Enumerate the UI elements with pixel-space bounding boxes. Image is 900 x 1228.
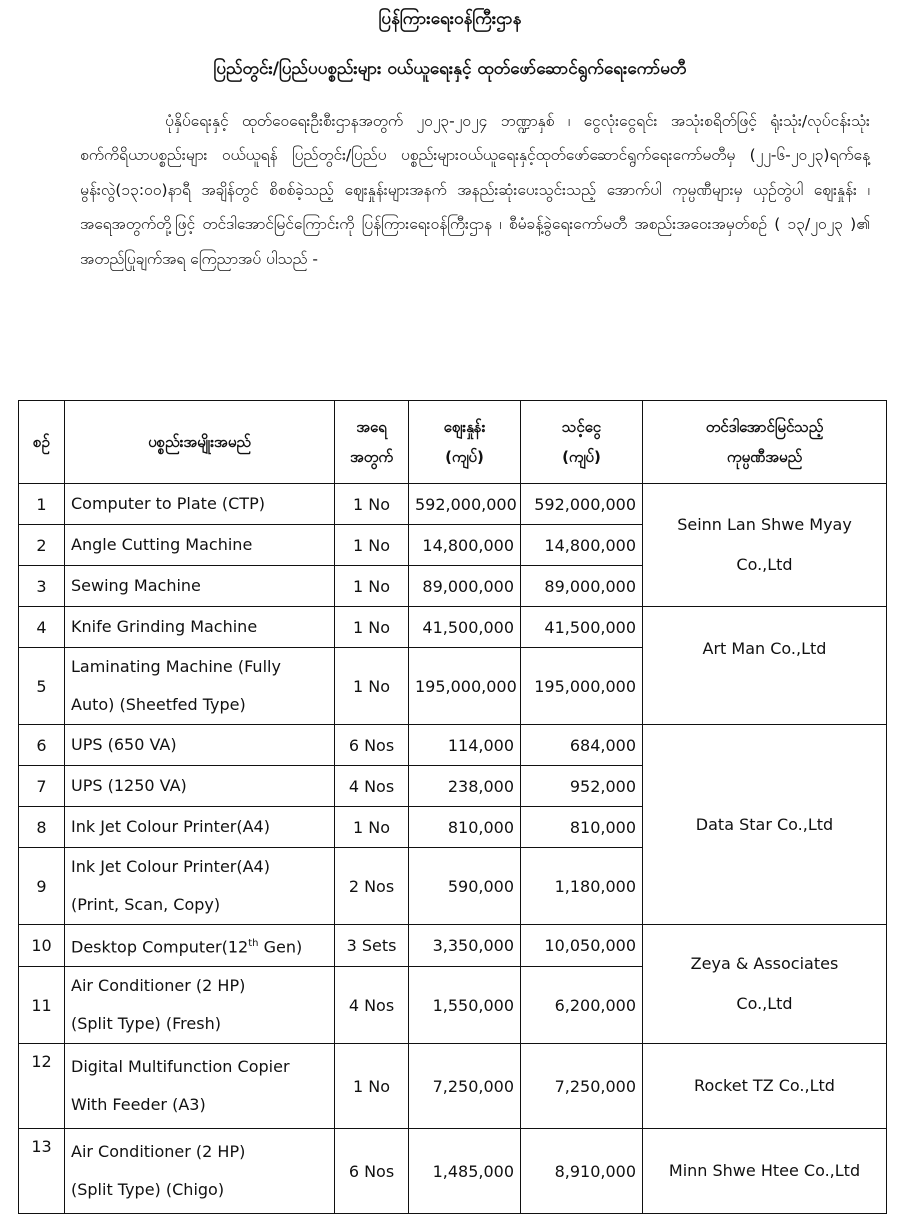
total-amount: 6,200,000 [521, 967, 643, 1044]
total-amount: 41,500,000 [521, 607, 643, 648]
total-amount: 8,910,000 [521, 1129, 643, 1214]
item-name-line1: Air Conditioner (2 HP) [71, 1142, 246, 1162]
item-name: Sewing Machine [65, 566, 335, 607]
col-header-supplier-line2: ကုမ္ပဏီအမည် [726, 448, 803, 466]
row-number: 6 [19, 725, 65, 766]
item-quantity: 6 Nos [335, 1129, 409, 1214]
item-quantity: 1 No [335, 807, 409, 848]
table-header-row [19, 401, 887, 484]
unit-price: 1,550,000 [409, 967, 521, 1044]
item-quantity: 1 No [335, 607, 409, 648]
col-header-total-line2: (ကျပ်) [562, 448, 601, 466]
item-name-line2: With Feeder (A3) [71, 1095, 206, 1115]
item-name-line1: Air Conditioner (2 HP) [71, 976, 246, 996]
item-name-post: Gen) [258, 937, 303, 957]
unit-price: 810,000 [409, 807, 521, 848]
table-row [19, 607, 887, 648]
unit-price: 195,000,000 [409, 648, 521, 725]
item-name: UPS (1250 VA) [65, 766, 335, 807]
item-name [65, 1044, 335, 1129]
supplier-data-star: Data Star Co.,Ltd [643, 725, 887, 925]
col-header-no: စဉ် [19, 401, 65, 484]
item-name-line1: Laminating Machine (Fully [71, 657, 281, 676]
item-name: UPS (650 VA) [65, 725, 335, 766]
total-amount: 7,250,000 [521, 1044, 643, 1129]
col-header-total-line1: သင့်ငွေ [561, 418, 602, 436]
row-number: 3 [19, 566, 65, 607]
table-row [19, 925, 887, 967]
total-amount: 1,180,000 [521, 848, 643, 925]
col-header-supplier [643, 401, 887, 484]
item-quantity: 2 Nos [335, 848, 409, 925]
item-name: Knife Grinding Machine [65, 607, 335, 648]
total-amount: 810,000 [521, 807, 643, 848]
total-amount: 195,000,000 [521, 648, 643, 725]
total-amount: 89,000,000 [521, 566, 643, 607]
item-name-line1: Digital Multifunction Copier [71, 1057, 290, 1077]
row-number: 1 [19, 484, 65, 525]
supplier-name-line1: Seinn Lan Shwe Myay [677, 515, 852, 534]
committee-subject: ပြည်တွင်း/ပြည်ပပစ္စည်းများ ဝယ်ယူရေးနှင့် ထုတ်ဖော်ဆောင်ရွက်ရေးကော်မတီ [213, 59, 687, 79]
unit-price: 3,350,000 [409, 925, 521, 967]
item-quantity: 6 Nos [335, 725, 409, 766]
item-name-line2: (Split Type) (Chigo) [71, 1180, 225, 1200]
row-number: 8 [19, 807, 65, 848]
table-row [19, 725, 887, 766]
total-amount: 684,000 [521, 725, 643, 766]
table-row [19, 1129, 887, 1214]
item-name: Computer to Plate (CTP) [65, 484, 335, 525]
supplier-name-line1: Zeya & Associates [690, 954, 839, 974]
row-number: 9 [19, 848, 65, 925]
col-header-supplier-line1: တင်ဒါအောင်မြင်သည့် [705, 418, 824, 436]
unit-price: 41,500,000 [409, 607, 521, 648]
col-header-total [521, 401, 643, 484]
total-amount: 14,800,000 [521, 525, 643, 566]
item-name [65, 848, 335, 925]
col-header-qty-line1: အရေ [356, 418, 387, 436]
supplier-zeya-associates [643, 925, 887, 1044]
supplier-seinn-lan-shwe-myay [643, 484, 887, 607]
unit-price: 592,000,000 [409, 484, 521, 525]
col-header-item: ပစ္စည်းအမျိုးအမည် [65, 401, 335, 484]
tender-results-table [18, 400, 887, 1214]
item-name-sup: th [248, 938, 259, 949]
unit-price: 238,000 [409, 766, 521, 807]
item-quantity: 1 No [335, 525, 409, 566]
supplier-rocket-tz: Rocket TZ Co.,Ltd [643, 1044, 887, 1129]
col-header-price-line1: ဈေးနှုန်း [443, 418, 486, 436]
unit-price: 14,800,000 [409, 525, 521, 566]
item-name-line2: Auto) (Sheetfed Type) [71, 695, 246, 714]
item-name-line2: (Split Type) (Fresh) [71, 1014, 221, 1034]
item-quantity: 1 No [335, 484, 409, 525]
item-quantity: 1 No [335, 566, 409, 607]
unit-price: 89,000,000 [409, 566, 521, 607]
item-name [65, 648, 335, 725]
item-quantity: 1 No [335, 1044, 409, 1129]
table-row [19, 1044, 887, 1129]
item-quantity: 4 Nos [335, 766, 409, 807]
item-name [65, 1129, 335, 1214]
col-header-price [409, 401, 521, 484]
row-number: 12 [19, 1044, 65, 1129]
item-name [65, 967, 335, 1044]
ministry-title: ပြန်ကြားရေးဝန်ကြီးဌာန [378, 9, 522, 29]
unit-price: 114,000 [409, 725, 521, 766]
row-number: 13 [19, 1129, 65, 1214]
col-header-qty-line2: အတွက် [349, 448, 394, 466]
item-name-line1: Ink Jet Colour Printer(A4) [71, 857, 270, 876]
item-name [65, 925, 335, 967]
item-name: Angle Cutting Machine [65, 525, 335, 566]
total-amount: 10,050,000 [521, 925, 643, 967]
unit-price: 590,000 [409, 848, 521, 925]
row-number: 10 [19, 925, 65, 967]
item-quantity: 1 No [335, 648, 409, 725]
item-name-pre: Desktop Computer(12 [71, 937, 249, 957]
row-number: 5 [19, 648, 65, 725]
table-row [19, 484, 887, 525]
unit-price: 1,485,000 [409, 1129, 521, 1214]
announcement-paragraph: ပုံနှိပ်ရေးနှင့် ထုတ်ဝေရေးဦးစီးဌာနအတွက် ၂၀၂၃-၂၀၂၄ ဘဏ္ဍာနှစ် ၊ ငွေလုံးငွေရင်း အသုံးစရိတ်ဖြင့် ရုံးသုံး/လုပ်ငန်းသုံး စက်ကိရိယာပစ္စည်းများ ဝယ်ယူရန် ပြည်တွင်း/ပြည်ပ ပစ္စည်းများဝယ်ယူရေးနှင့်ထုတ်ဖော်ဆောင်ရွက်ရေးကော်မတီမှ (၂၂-၆-၂၀၂၃)ရက်နေ့ မွန်းလွဲ(၁၃:၀၀)နာရီ အချိန်တွင် စိစစ်ခဲ့သည့် ဈေးနှုန်းများအနက် အနည်းဆုံးပေးသွင်းသည့် အောက်ပါ ကုမ္ပဏီများမှ ယှဉ်တွဲပါ ဈေးနှုန်း ၊ အရေအတွက်တို့ဖြင့် တင်ဒါအောင်မြင်ကြောင်းကို ပြန်ကြားရေးဝန်ကြီးဌာန ၊ စီမံခန့်ခွဲရေးကော်မတီ အစည်းအဝေးအမှတ်စဉ် ( ၁၃/၂၀၂၃ )၏ အတည်ပြုချက်အရ ကြေညာအပ် ပါသည် - [80, 112, 870, 268]
item-name: Ink Jet Colour Printer(A4) [65, 807, 335, 848]
col-header-price-line2: (ကျပ်) [445, 448, 484, 466]
row-number: 4 [19, 607, 65, 648]
item-quantity: 4 Nos [335, 967, 409, 1044]
row-number: 11 [19, 967, 65, 1044]
supplier-art-man: Art Man Co.,Ltd [643, 607, 887, 725]
supplier-name-line2: Co.,Ltd [736, 994, 793, 1014]
supplier-name-line2: Co.,Ltd [736, 555, 793, 574]
unit-price: 7,250,000 [409, 1044, 521, 1129]
supplier-minn-shwe-htee: Minn Shwe Htee Co.,Ltd [643, 1129, 887, 1214]
total-amount: 952,000 [521, 766, 643, 807]
row-number: 7 [19, 766, 65, 807]
item-name-line2: (Print, Scan, Copy) [71, 895, 221, 914]
row-number: 2 [19, 525, 65, 566]
col-header-qty [335, 401, 409, 484]
total-amount: 592,000,000 [521, 484, 643, 525]
item-quantity: 3 Sets [335, 925, 409, 967]
